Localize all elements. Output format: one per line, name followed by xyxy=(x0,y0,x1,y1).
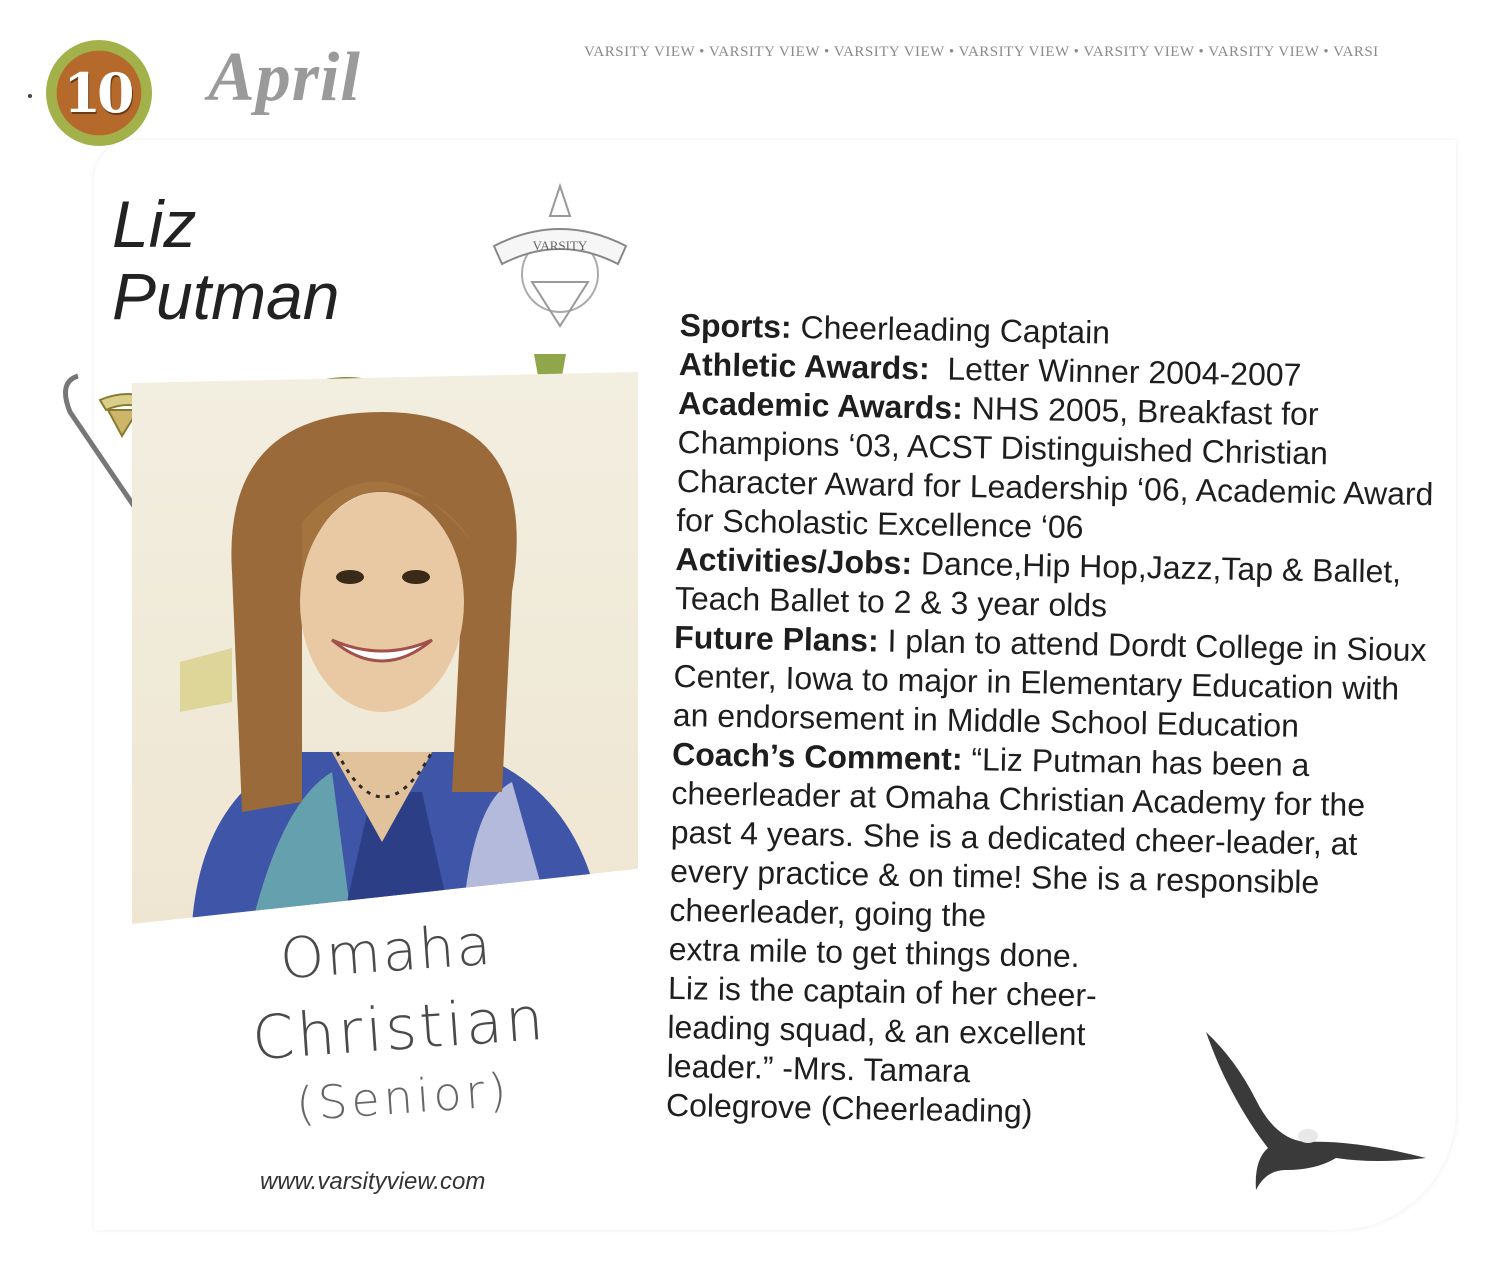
school-name-line2: Christian xyxy=(249,983,549,1075)
month-label: April xyxy=(208,39,361,116)
first-name: Liz xyxy=(112,187,197,261)
coach-comment-text-1: “Liz Putman has been a cheerleader at Omaha Christian Academy for the past 4 years. She is a dedicated cheer-leader, at every practice & on time! She is a responsible cheerleader, going the xyxy=(669,741,1366,934)
sports-value: Cheerleading Captain xyxy=(800,309,1111,351)
school-name-line1: Omaha xyxy=(277,912,495,993)
coach-comment-entry xyxy=(669,735,1402,943)
varsity-view-header-strip: VARSITY VIEW • VARSITY VIEW • VARSITY VIEW • VARSITY VIEW • VARSITY VIEW • VARSITY VIEW • VARSI xyxy=(584,44,1379,60)
academic-awards-label: Academic Awards: xyxy=(677,384,964,426)
coach-comment-label: Coach’s Comment: xyxy=(671,735,963,777)
last-name: Putman xyxy=(112,259,340,333)
eagle-icon xyxy=(1196,1030,1436,1200)
class-year: (Senior) xyxy=(294,1062,513,1132)
coach-comment-line: extra mile to get things done. xyxy=(668,930,1080,975)
athlete-name xyxy=(112,188,339,332)
athletic-awards-value: Letter Winner 2004-2007 xyxy=(947,350,1302,393)
website-link[interactable]: www.varsityview.com xyxy=(260,1168,486,1195)
bio-block xyxy=(666,306,1450,1138)
date-number: 10 xyxy=(63,61,131,125)
activities-label: Activities/Jobs: xyxy=(675,540,913,582)
coach-comment-line: Colegrove (Cheerleading) xyxy=(665,1086,1033,1130)
crest-large-label: VARSITY xyxy=(532,238,588,253)
activities-value: Dance,Hip Hop,Jazz,Tap & Ballet, Teach Ballet to 2 & 3 year olds xyxy=(674,545,1402,624)
activities-entry xyxy=(675,540,1446,631)
athlete-photo xyxy=(132,372,638,924)
portrait-illustration xyxy=(132,372,638,924)
future-plans-label: Future Plans: xyxy=(673,618,879,659)
date-badge xyxy=(46,40,152,146)
future-plans-value: I plan to attend Dordt College in Sioux Center, Iowa to major in Elementary Education with an endorsement in Middle School Education xyxy=(672,622,1427,744)
academic-awards-entry xyxy=(676,384,1449,553)
varsity-crest-large-icon xyxy=(488,182,632,330)
coach-comment-line: leader.” -Mrs. Tamara xyxy=(666,1047,971,1090)
coach-comment-line: leading squad, & an excellent xyxy=(667,1008,1086,1053)
sports-label: Sports: xyxy=(679,306,792,345)
future-plans-entry xyxy=(673,618,1445,748)
athletic-awards-label: Athletic Awards: xyxy=(678,345,930,387)
academic-awards-value: NHS 2005, Breakfast for Champions ‘03, ACST Distinguished Christian Character Award for Leadership ‘06, Academic Award for Scholastic Excellence ‘06 xyxy=(675,390,1434,546)
coach-comment-line: Liz is the captain of her cheer- xyxy=(667,969,1098,1014)
stray-dot xyxy=(28,94,32,98)
